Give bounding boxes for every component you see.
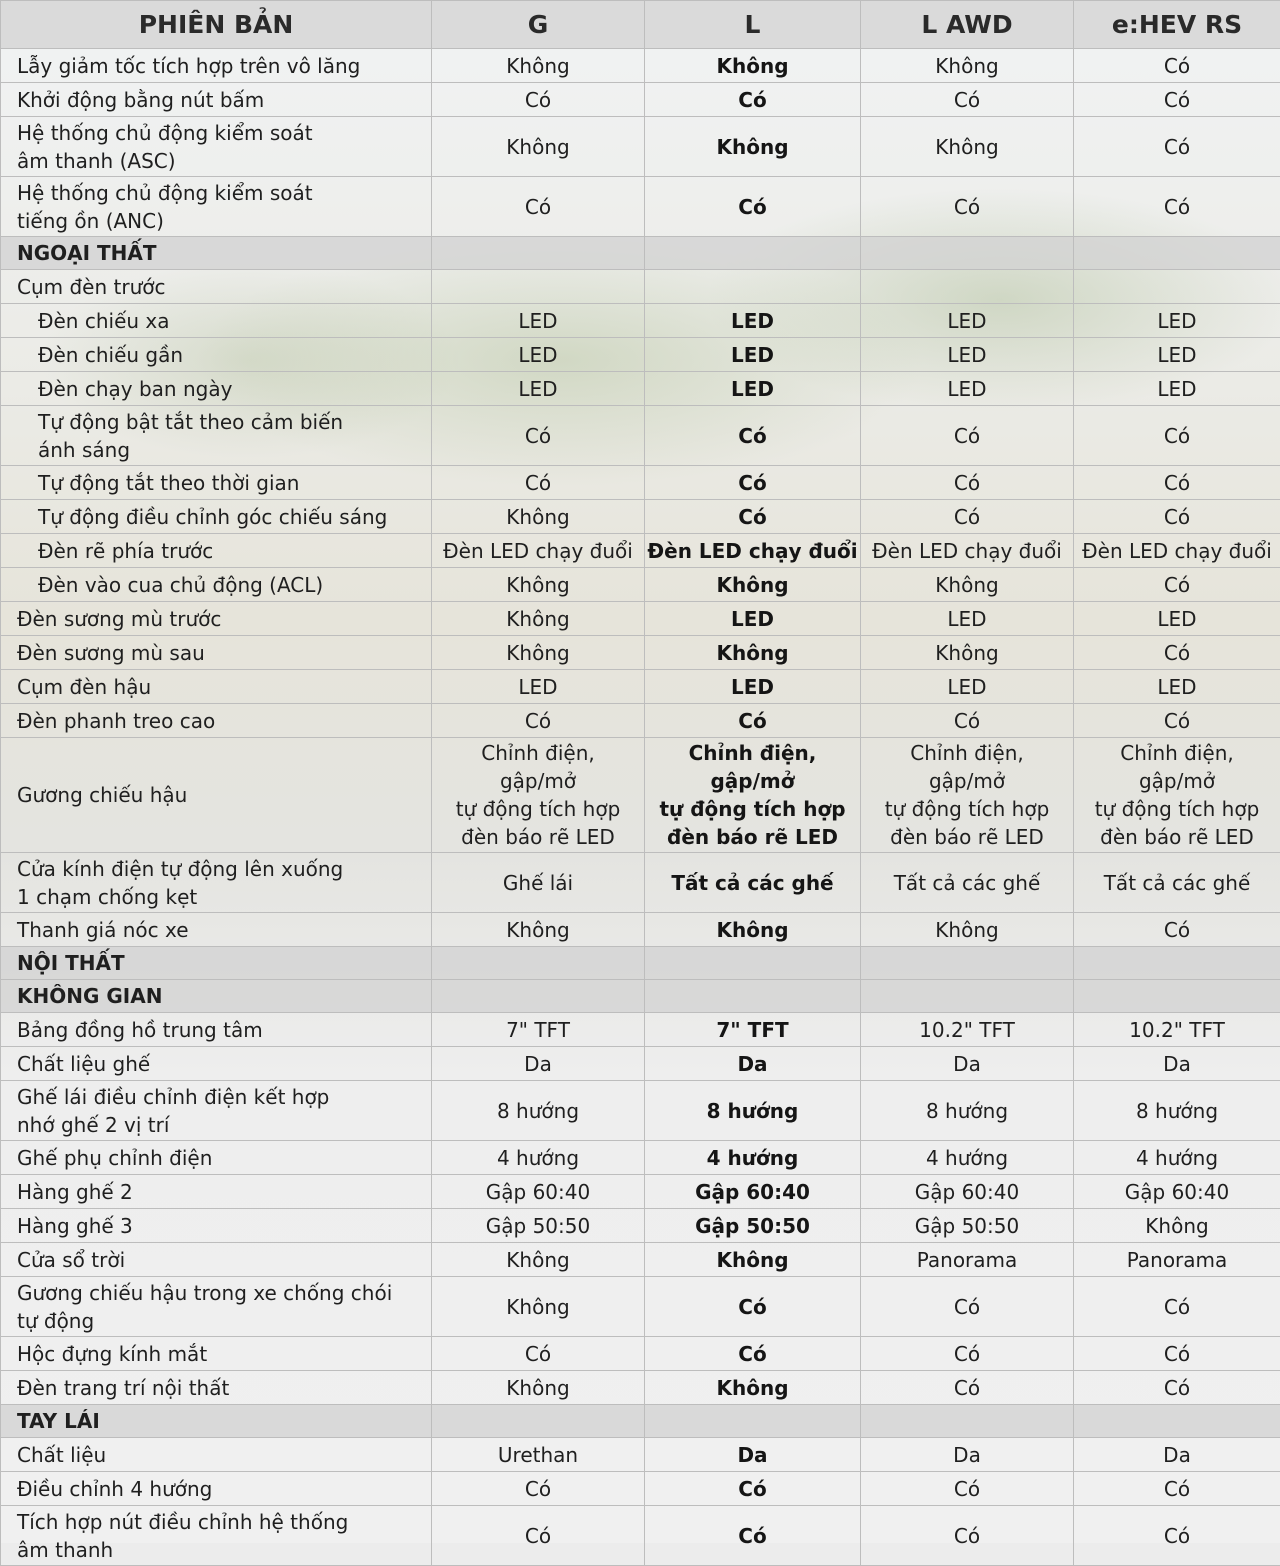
cell-l: LED bbox=[645, 670, 861, 704]
cell-g: Có bbox=[432, 1506, 645, 1566]
cell-l: Đèn LED chạy đuổi bbox=[645, 534, 861, 568]
table-row bbox=[1, 1141, 1280, 1175]
section-header-row bbox=[1, 947, 1280, 980]
cell-ehev-rs: Có bbox=[1074, 1277, 1280, 1337]
cell-g: Không bbox=[432, 636, 645, 670]
table-row bbox=[1, 1337, 1280, 1371]
cell-g: Có bbox=[432, 1472, 645, 1506]
cell-ehev-rs: 4 hướng bbox=[1074, 1141, 1280, 1175]
row-label bbox=[1, 853, 432, 913]
row-label bbox=[1, 304, 432, 338]
section-title-line: NGOẠI THẤT bbox=[17, 239, 425, 267]
row-label-line: Tích hợp nút điều chỉnh hệ thống bbox=[17, 1508, 425, 1536]
cell-l: Không bbox=[645, 49, 861, 83]
row-label-line: Hệ thống chủ động kiểm soát bbox=[17, 119, 425, 147]
row-label bbox=[1, 49, 432, 83]
row-label bbox=[1, 270, 432, 304]
row-label bbox=[1, 466, 432, 500]
cell-l-awd: Da bbox=[861, 1438, 1074, 1472]
cell-g: Không bbox=[432, 568, 645, 602]
table-row bbox=[1, 738, 1280, 853]
table-row bbox=[1, 568, 1280, 602]
row-label-line: Gương chiếu hậu trong xe chống chói bbox=[17, 1279, 425, 1307]
row-label bbox=[1, 338, 432, 372]
cell-l: Có bbox=[645, 466, 861, 500]
row-label-line: Cửa sổ trời bbox=[17, 1246, 425, 1274]
section-empty-cell bbox=[861, 947, 1074, 980]
cell-g: Không bbox=[432, 117, 645, 177]
cell-g: 8 hướng bbox=[432, 1081, 645, 1141]
table-row bbox=[1, 270, 1280, 304]
cell-l: Tất cả các ghế bbox=[645, 853, 861, 913]
cell-l-awd: 10.2" TFT bbox=[861, 1013, 1074, 1047]
table-row bbox=[1, 704, 1280, 738]
row-label bbox=[1, 372, 432, 406]
cell-g: Không bbox=[432, 1243, 645, 1277]
cell-l-awd-line: tự động tích hợp bbox=[863, 795, 1071, 823]
section-title bbox=[1, 980, 432, 1013]
cell-l-awd: Gập 50:50 bbox=[861, 1209, 1074, 1243]
cell-g: LED bbox=[432, 338, 645, 372]
table-row bbox=[1, 83, 1280, 117]
table-row bbox=[1, 913, 1280, 947]
cell-l: LED bbox=[645, 338, 861, 372]
cell-g: Không bbox=[432, 1371, 645, 1405]
cell-l: Da bbox=[645, 1047, 861, 1081]
cell-g: LED bbox=[432, 670, 645, 704]
cell-g-line: gập/mở bbox=[434, 767, 642, 795]
cell-ehev-rs: Có bbox=[1074, 49, 1280, 83]
cell-l: Có bbox=[645, 500, 861, 534]
cell-l: Không bbox=[645, 117, 861, 177]
cell-l-awd-line: đèn báo rẽ LED bbox=[863, 823, 1071, 851]
row-label bbox=[1, 636, 432, 670]
cell-ehev-rs: Đèn LED chạy đuổi bbox=[1074, 534, 1280, 568]
row-label-line: Hộc đựng kính mắt bbox=[17, 1340, 425, 1368]
cell-l-awd: LED bbox=[861, 602, 1074, 636]
cell-l-awd: Có bbox=[861, 177, 1074, 237]
row-label bbox=[1, 177, 432, 237]
cell-l-awd: Không bbox=[861, 49, 1074, 83]
row-label bbox=[1, 1209, 432, 1243]
table-row bbox=[1, 406, 1280, 466]
section-empty-cell bbox=[1074, 980, 1280, 1013]
cell-ehev-rs: LED bbox=[1074, 372, 1280, 406]
section-header-row bbox=[1, 980, 1280, 1013]
cell-l-awd: Có bbox=[861, 704, 1074, 738]
row-label bbox=[1, 406, 432, 466]
row-label-line: tự động bbox=[17, 1307, 425, 1335]
row-label bbox=[1, 568, 432, 602]
row-label-line: ánh sáng bbox=[38, 436, 425, 464]
cell-g: 4 hướng bbox=[432, 1141, 645, 1175]
header-l: L bbox=[645, 1, 861, 49]
header-row bbox=[1, 1, 1280, 49]
cell-l-awd-line: Chỉnh điện, bbox=[863, 739, 1071, 767]
row-label bbox=[1, 1506, 432, 1566]
cell-l: Không bbox=[645, 636, 861, 670]
row-label-line: Tự động điều chỉnh góc chiếu sáng bbox=[38, 503, 425, 531]
row-label-line: Đèn sương mù sau bbox=[17, 639, 425, 667]
cell-g: Có bbox=[432, 177, 645, 237]
table-row bbox=[1, 177, 1280, 237]
cell-l-awd: Có bbox=[861, 1506, 1074, 1566]
row-label-line: Đèn trang trí nội thất bbox=[17, 1374, 425, 1402]
cell-l-awd: Có bbox=[861, 1371, 1074, 1405]
row-label-line: Chất liệu bbox=[17, 1441, 425, 1469]
header-ehev-rs: e:HEV RS bbox=[1074, 1, 1280, 49]
row-label-line: Ghế phụ chỉnh điện bbox=[17, 1144, 425, 1172]
section-title-line: NỘI THẤT bbox=[17, 949, 425, 977]
cell-ehev-rs: Có bbox=[1074, 500, 1280, 534]
cell-g: Không bbox=[432, 1277, 645, 1337]
row-label-line: âm thanh (ASC) bbox=[17, 147, 425, 175]
row-label bbox=[1, 1277, 432, 1337]
row-label-line: Đèn sương mù trước bbox=[17, 605, 425, 633]
row-label bbox=[1, 1013, 432, 1047]
cell-l: 4 hướng bbox=[645, 1141, 861, 1175]
row-label bbox=[1, 913, 432, 947]
section-empty-cell bbox=[1074, 1405, 1280, 1438]
cell-ehev-rs: Có bbox=[1074, 1337, 1280, 1371]
row-label-line: âm thanh bbox=[17, 1536, 425, 1564]
cell-ehev-rs: Da bbox=[1074, 1047, 1280, 1081]
cell-l: Có bbox=[645, 1277, 861, 1337]
section-header-row bbox=[1, 1405, 1280, 1438]
cell-l-awd: Không bbox=[861, 636, 1074, 670]
cell-ehev-rs: Có bbox=[1074, 1371, 1280, 1405]
section-title-line: KHÔNG GIAN bbox=[17, 982, 425, 1010]
section-empty-cell bbox=[645, 1405, 861, 1438]
row-label-line: Đèn rẽ phía trước bbox=[38, 537, 425, 565]
section-empty-cell bbox=[432, 980, 645, 1013]
row-label bbox=[1, 1337, 432, 1371]
cell-l-awd bbox=[861, 270, 1074, 304]
cell-g: Có bbox=[432, 1337, 645, 1371]
cell-g: Gập 50:50 bbox=[432, 1209, 645, 1243]
cell-g: Không bbox=[432, 913, 645, 947]
cell-l-awd: LED bbox=[861, 338, 1074, 372]
cell-l: Có bbox=[645, 1506, 861, 1566]
section-empty-cell bbox=[861, 237, 1074, 270]
section-empty-cell bbox=[432, 237, 645, 270]
section-title-line: TAY LÁI bbox=[17, 1407, 425, 1435]
row-label bbox=[1, 1371, 432, 1405]
cell-l: Có bbox=[645, 83, 861, 117]
cell-ehev-rs: Có bbox=[1074, 466, 1280, 500]
cell-l-awd: Không bbox=[861, 117, 1074, 177]
header-version: PHIÊN BẢN bbox=[1, 1, 432, 49]
row-label bbox=[1, 117, 432, 177]
cell-l-line: tự động tích hợp bbox=[647, 795, 858, 823]
table-row bbox=[1, 1013, 1280, 1047]
cell-g: Có bbox=[432, 406, 645, 466]
section-empty-cell bbox=[861, 980, 1074, 1013]
section-header-row bbox=[1, 237, 1280, 270]
cell-ehev-rs: Có bbox=[1074, 704, 1280, 738]
row-label bbox=[1, 1175, 432, 1209]
cell-ehev-rs: Có bbox=[1074, 117, 1280, 177]
cell-g-line: đèn báo rẽ LED bbox=[434, 823, 642, 851]
cell-l: Không bbox=[645, 913, 861, 947]
section-empty-cell bbox=[432, 947, 645, 980]
cell-l: Có bbox=[645, 177, 861, 237]
row-label bbox=[1, 1472, 432, 1506]
cell-ehev-rs-line: gập/mở bbox=[1076, 767, 1278, 795]
row-label-line: Ghế lái điều chỉnh điện kết hợp bbox=[17, 1083, 425, 1111]
table-row bbox=[1, 1472, 1280, 1506]
row-label-line: Đèn chiếu xa bbox=[38, 307, 425, 335]
cell-l: LED bbox=[645, 304, 861, 338]
cell-l: Không bbox=[645, 1243, 861, 1277]
row-label bbox=[1, 1438, 432, 1472]
cell-l-awd: Tất cả các ghế bbox=[861, 853, 1074, 913]
table-row bbox=[1, 1047, 1280, 1081]
row-label bbox=[1, 1243, 432, 1277]
cell-ehev-rs: Có bbox=[1074, 636, 1280, 670]
cell-ehev-rs: Có bbox=[1074, 177, 1280, 237]
section-title bbox=[1, 947, 432, 980]
cell-ehev-rs: Có bbox=[1074, 1506, 1280, 1566]
row-label bbox=[1, 534, 432, 568]
row-label-line: Cửa kính điện tự động lên xuống bbox=[17, 855, 425, 883]
cell-ehev-rs: Tất cả các ghế bbox=[1074, 853, 1280, 913]
cell-ehev-rs: Không bbox=[1074, 1209, 1280, 1243]
cell-ehev-rs: LED bbox=[1074, 338, 1280, 372]
cell-l-awd bbox=[861, 738, 1074, 853]
cell-ehev-rs: 10.2" TFT bbox=[1074, 1013, 1280, 1047]
row-label bbox=[1, 670, 432, 704]
cell-l: Có bbox=[645, 1472, 861, 1506]
cell-l-awd: Có bbox=[861, 500, 1074, 534]
cell-l-line: gập/mở bbox=[647, 767, 858, 795]
cell-l: Da bbox=[645, 1438, 861, 1472]
row-label-line: Tự động bật tắt theo cảm biến bbox=[38, 408, 425, 436]
section-empty-cell bbox=[861, 1405, 1074, 1438]
row-label bbox=[1, 738, 432, 853]
cell-l-awd: Gập 60:40 bbox=[861, 1175, 1074, 1209]
cell-l: LED bbox=[645, 372, 861, 406]
section-empty-cell bbox=[1074, 237, 1280, 270]
cell-ehev-rs: Gập 60:40 bbox=[1074, 1175, 1280, 1209]
row-label-line: Lẫy giảm tốc tích hợp trên vô lăng bbox=[17, 52, 425, 80]
table-row bbox=[1, 1371, 1280, 1405]
table-row bbox=[1, 49, 1280, 83]
cell-g: Da bbox=[432, 1047, 645, 1081]
row-label-line: tiếng ồn (ANC) bbox=[17, 207, 425, 235]
cell-ehev-rs: Có bbox=[1074, 913, 1280, 947]
cell-g bbox=[432, 270, 645, 304]
cell-l-awd: Da bbox=[861, 1047, 1074, 1081]
table-row bbox=[1, 466, 1280, 500]
cell-ehev-rs: LED bbox=[1074, 304, 1280, 338]
row-label bbox=[1, 602, 432, 636]
table-row bbox=[1, 1277, 1280, 1337]
cell-l-awd: Có bbox=[861, 1472, 1074, 1506]
cell-l-awd: Đèn LED chạy đuổi bbox=[861, 534, 1074, 568]
cell-l: 7" TFT bbox=[645, 1013, 861, 1047]
row-label-line: nhớ ghế 2 vị trí bbox=[17, 1111, 425, 1139]
cell-l-awd: 8 hướng bbox=[861, 1081, 1074, 1141]
table-row bbox=[1, 117, 1280, 177]
cell-ehev-rs: Da bbox=[1074, 1438, 1280, 1472]
cell-g: Có bbox=[432, 83, 645, 117]
cell-l-awd: LED bbox=[861, 304, 1074, 338]
table-row bbox=[1, 1506, 1280, 1566]
row-label-line: Điều chỉnh 4 hướng bbox=[17, 1475, 425, 1503]
header-l-awd: L AWD bbox=[861, 1, 1074, 49]
cell-l: Không bbox=[645, 1371, 861, 1405]
cell-ehev-rs bbox=[1074, 270, 1280, 304]
header-g: G bbox=[432, 1, 645, 49]
cell-l-awd: Không bbox=[861, 913, 1074, 947]
cell-g: Gập 60:40 bbox=[432, 1175, 645, 1209]
cell-l-line: đèn báo rẽ LED bbox=[647, 823, 858, 851]
section-empty-cell bbox=[645, 980, 861, 1013]
cell-g-line: tự động tích hợp bbox=[434, 795, 642, 823]
table-row bbox=[1, 1243, 1280, 1277]
cell-ehev-rs: Có bbox=[1074, 406, 1280, 466]
row-label-line: 1 chạm chống kẹt bbox=[17, 883, 425, 911]
cell-g: Ghế lái bbox=[432, 853, 645, 913]
row-label-line: Gương chiếu hậu bbox=[17, 781, 425, 809]
cell-l-awd: Có bbox=[861, 406, 1074, 466]
row-label-line: Chất liệu ghế bbox=[17, 1050, 425, 1078]
cell-l bbox=[645, 270, 861, 304]
row-label-line: Bảng đồng hồ trung tâm bbox=[17, 1016, 425, 1044]
cell-l-awd: Có bbox=[861, 1337, 1074, 1371]
cell-l-awd: Có bbox=[861, 1277, 1074, 1337]
row-label-line: Thanh giá nóc xe bbox=[17, 916, 425, 944]
cell-l: Gập 50:50 bbox=[645, 1209, 861, 1243]
cell-g: LED bbox=[432, 372, 645, 406]
table-row bbox=[1, 602, 1280, 636]
section-empty-cell bbox=[645, 947, 861, 980]
row-label-line: Hàng ghế 3 bbox=[17, 1212, 425, 1240]
section-empty-cell bbox=[432, 1405, 645, 1438]
cell-ehev-rs bbox=[1074, 738, 1280, 853]
cell-g: Urethan bbox=[432, 1438, 645, 1472]
cell-l bbox=[645, 738, 861, 853]
section-title bbox=[1, 237, 432, 270]
table-row bbox=[1, 304, 1280, 338]
cell-ehev-rs: Panorama bbox=[1074, 1243, 1280, 1277]
cell-l-awd: Không bbox=[861, 568, 1074, 602]
cell-l-awd: Có bbox=[861, 83, 1074, 117]
table-row bbox=[1, 1081, 1280, 1141]
cell-g: Không bbox=[432, 49, 645, 83]
table-row bbox=[1, 338, 1280, 372]
row-label-line: Cụm đèn trước bbox=[17, 273, 425, 301]
cell-l-awd-line: gập/mở bbox=[863, 767, 1071, 795]
cell-g: Đèn LED chạy đuổi bbox=[432, 534, 645, 568]
row-label bbox=[1, 500, 432, 534]
row-label-line: Hàng ghế 2 bbox=[17, 1178, 425, 1206]
cell-l: Có bbox=[645, 704, 861, 738]
cell-l-awd: Panorama bbox=[861, 1243, 1074, 1277]
cell-ehev-rs: Có bbox=[1074, 83, 1280, 117]
cell-g: Không bbox=[432, 500, 645, 534]
cell-l: Không bbox=[645, 568, 861, 602]
table-row bbox=[1, 853, 1280, 913]
cell-l: Có bbox=[645, 1337, 861, 1371]
row-label-line: Đèn chạy ban ngày bbox=[38, 375, 425, 403]
row-label-line: Đèn phanh treo cao bbox=[17, 707, 425, 735]
table-row bbox=[1, 636, 1280, 670]
cell-ehev-rs-line: đèn báo rẽ LED bbox=[1076, 823, 1278, 851]
cell-l-awd: 4 hướng bbox=[861, 1141, 1074, 1175]
cell-g: Có bbox=[432, 704, 645, 738]
cell-l-line: Chỉnh điện, bbox=[647, 739, 858, 767]
table-row bbox=[1, 670, 1280, 704]
row-label-line: Hệ thống chủ động kiểm soát bbox=[17, 179, 425, 207]
cell-ehev-rs: LED bbox=[1074, 670, 1280, 704]
cell-g: LED bbox=[432, 304, 645, 338]
cell-ehev-rs: LED bbox=[1074, 602, 1280, 636]
row-label-line: Cụm đèn hậu bbox=[17, 673, 425, 701]
section-title bbox=[1, 1405, 432, 1438]
cell-g: Có bbox=[432, 466, 645, 500]
table-row bbox=[1, 534, 1280, 568]
row-label bbox=[1, 704, 432, 738]
row-label-line: Đèn vào cua chủ động (ACL) bbox=[38, 571, 425, 599]
cell-g-line: Chỉnh điện, bbox=[434, 739, 642, 767]
row-label bbox=[1, 1081, 432, 1141]
cell-l-awd: LED bbox=[861, 372, 1074, 406]
cell-ehev-rs: 8 hướng bbox=[1074, 1081, 1280, 1141]
cell-l: Có bbox=[645, 406, 861, 466]
cell-ehev-rs-line: tự động tích hợp bbox=[1076, 795, 1278, 823]
cell-ehev-rs: Có bbox=[1074, 1472, 1280, 1506]
spec-table-body bbox=[1, 49, 1280, 1566]
row-label-line: Đèn chiếu gần bbox=[38, 341, 425, 369]
cell-l: LED bbox=[645, 602, 861, 636]
section-empty-cell bbox=[645, 237, 861, 270]
cell-g: Không bbox=[432, 602, 645, 636]
row-label-line: Khởi động bằng nút bấm bbox=[17, 86, 425, 114]
row-label bbox=[1, 83, 432, 117]
section-empty-cell bbox=[1074, 947, 1280, 980]
table-row bbox=[1, 1209, 1280, 1243]
row-label bbox=[1, 1141, 432, 1175]
cell-g: 7" TFT bbox=[432, 1013, 645, 1047]
row-label-line: Tự động tắt theo thời gian bbox=[38, 469, 425, 497]
cell-ehev-rs: Có bbox=[1074, 568, 1280, 602]
cell-l: 8 hướng bbox=[645, 1081, 861, 1141]
row-label bbox=[1, 1047, 432, 1081]
cell-l: Gập 60:40 bbox=[645, 1175, 861, 1209]
cell-l-awd: Có bbox=[861, 466, 1074, 500]
cell-ehev-rs-line: Chỉnh điện, bbox=[1076, 739, 1278, 767]
cell-g bbox=[432, 738, 645, 853]
table-row bbox=[1, 500, 1280, 534]
cell-l-awd: LED bbox=[861, 670, 1074, 704]
table-row bbox=[1, 372, 1280, 406]
table-row bbox=[1, 1175, 1280, 1209]
table-row bbox=[1, 1438, 1280, 1472]
